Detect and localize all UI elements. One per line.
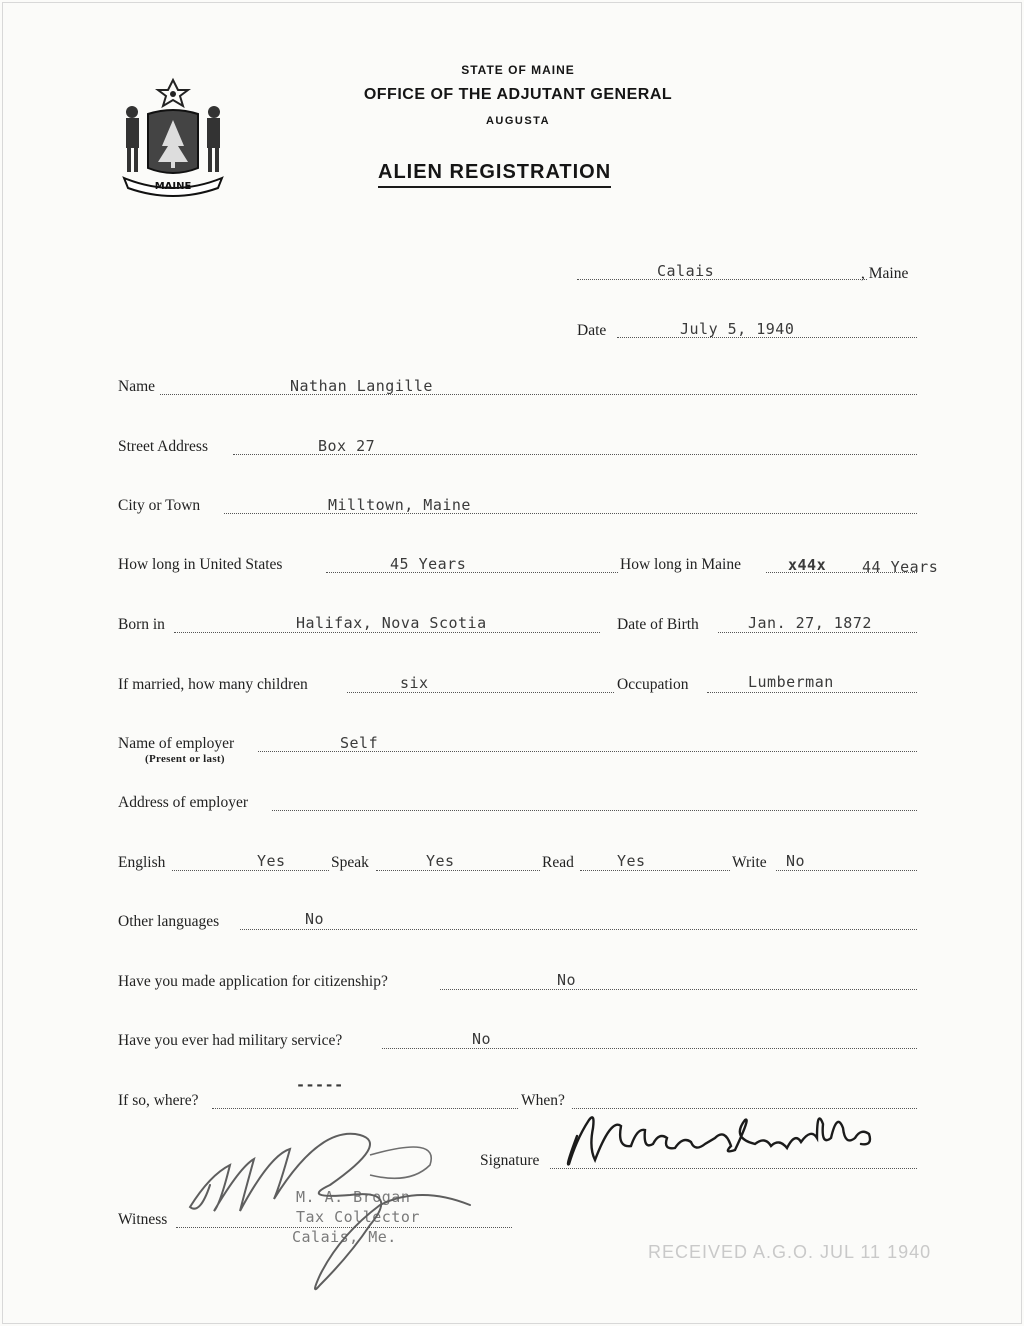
occupation-value: Lumberman	[748, 673, 834, 691]
header-city: AUGUSTA	[485, 115, 551, 127]
other-languages-value: No	[305, 910, 325, 928]
how-long-maine-struck: x44x	[788, 556, 827, 574]
how-long-us-line	[326, 572, 618, 573]
applicant-signature-icon	[555, 1098, 895, 1178]
read-label: Read	[542, 854, 574, 871]
military-value: No	[472, 1030, 492, 1048]
occupation-line	[707, 692, 917, 693]
name-line	[160, 394, 917, 395]
witness-line3: Calais, Me.	[292, 1228, 397, 1246]
children-label: If married, how many children	[118, 676, 308, 693]
date-label: Date	[577, 322, 607, 339]
employer-address-line	[272, 810, 917, 811]
date-of-birth-line	[718, 632, 917, 633]
citizenship-value: No	[557, 971, 577, 989]
employer-address-label: Address of employer	[118, 794, 248, 811]
date-of-birth-value: Jan. 27, 1872	[748, 614, 872, 632]
witness-line1: M. A. Brogan	[296, 1188, 411, 1206]
if-so-where-label: If so, where?	[118, 1092, 199, 1109]
when-label: When?	[521, 1092, 565, 1109]
speak-value: Yes	[426, 852, 455, 870]
date-of-birth-label: Date of Birth	[617, 616, 699, 633]
street-address-value: Box 27	[318, 437, 376, 455]
how-long-maine-value: 44 Years	[862, 558, 939, 576]
form-title: ALIEN REGISTRATION	[378, 161, 611, 188]
military-label: Have you ever had military service?	[118, 1032, 343, 1049]
write-label: Write	[732, 854, 767, 871]
witness-signature-icon	[170, 1115, 510, 1305]
city-label: City or Town	[118, 497, 201, 514]
header-office: OFFICE OF THE ADJUTANT GENERAL	[363, 86, 673, 103]
write-value: No	[786, 852, 806, 870]
signature-label: Signature	[480, 1152, 540, 1169]
occupation-label: Occupation	[617, 676, 689, 693]
how-long-us-label: How long in United States	[118, 556, 283, 573]
english-line	[172, 870, 329, 871]
how-long-maine-label: How long in Maine	[620, 556, 741, 573]
city-value: Milltown, Maine	[328, 496, 471, 514]
employer-name-sublabel: (Present or last)	[145, 753, 225, 765]
place-suffix: , Maine	[861, 265, 909, 282]
born-in-label: Born in	[118, 616, 165, 633]
header-state: STATE OF MAINE	[461, 63, 575, 77]
children-value: six	[400, 674, 429, 692]
born-in-line	[174, 632, 600, 633]
citizenship-line	[440, 989, 917, 990]
seal-banner-text: MAINE	[154, 181, 192, 192]
speak-label: Speak	[331, 854, 369, 871]
how-long-us-value: 45 Years	[390, 555, 467, 573]
speak-line	[376, 870, 540, 871]
place-line	[577, 279, 867, 280]
children-line	[347, 692, 614, 693]
name-label: Name	[118, 378, 156, 395]
read-value: Yes	[617, 852, 646, 870]
place-value: Calais	[657, 262, 715, 280]
if-so-where-value: -----	[296, 1076, 344, 1094]
witness-line2: Tax Collector	[296, 1208, 420, 1226]
english-value: Yes	[257, 852, 286, 870]
english-label: English	[118, 854, 166, 871]
born-in-value: Halifax, Nova Scotia	[296, 614, 487, 632]
if-so-where-line	[212, 1108, 518, 1109]
write-line	[776, 870, 917, 871]
other-languages-label: Other languages	[118, 913, 220, 930]
read-line	[580, 870, 730, 871]
street-address-label: Street Address	[118, 438, 208, 455]
witness-label: Witness	[118, 1211, 168, 1228]
employer-name-value: Self	[340, 734, 379, 752]
other-languages-line	[240, 929, 917, 930]
name-value: Nathan Langille	[290, 377, 433, 395]
citizenship-label: Have you made application for citizenship?	[118, 973, 388, 990]
date-value: July 5, 1940	[680, 320, 795, 338]
employer-name-label: Name of employer	[118, 735, 235, 752]
military-line	[382, 1048, 917, 1049]
received-stamp: RECEIVED A.G.O. JUL 11 1940	[648, 1242, 932, 1262]
